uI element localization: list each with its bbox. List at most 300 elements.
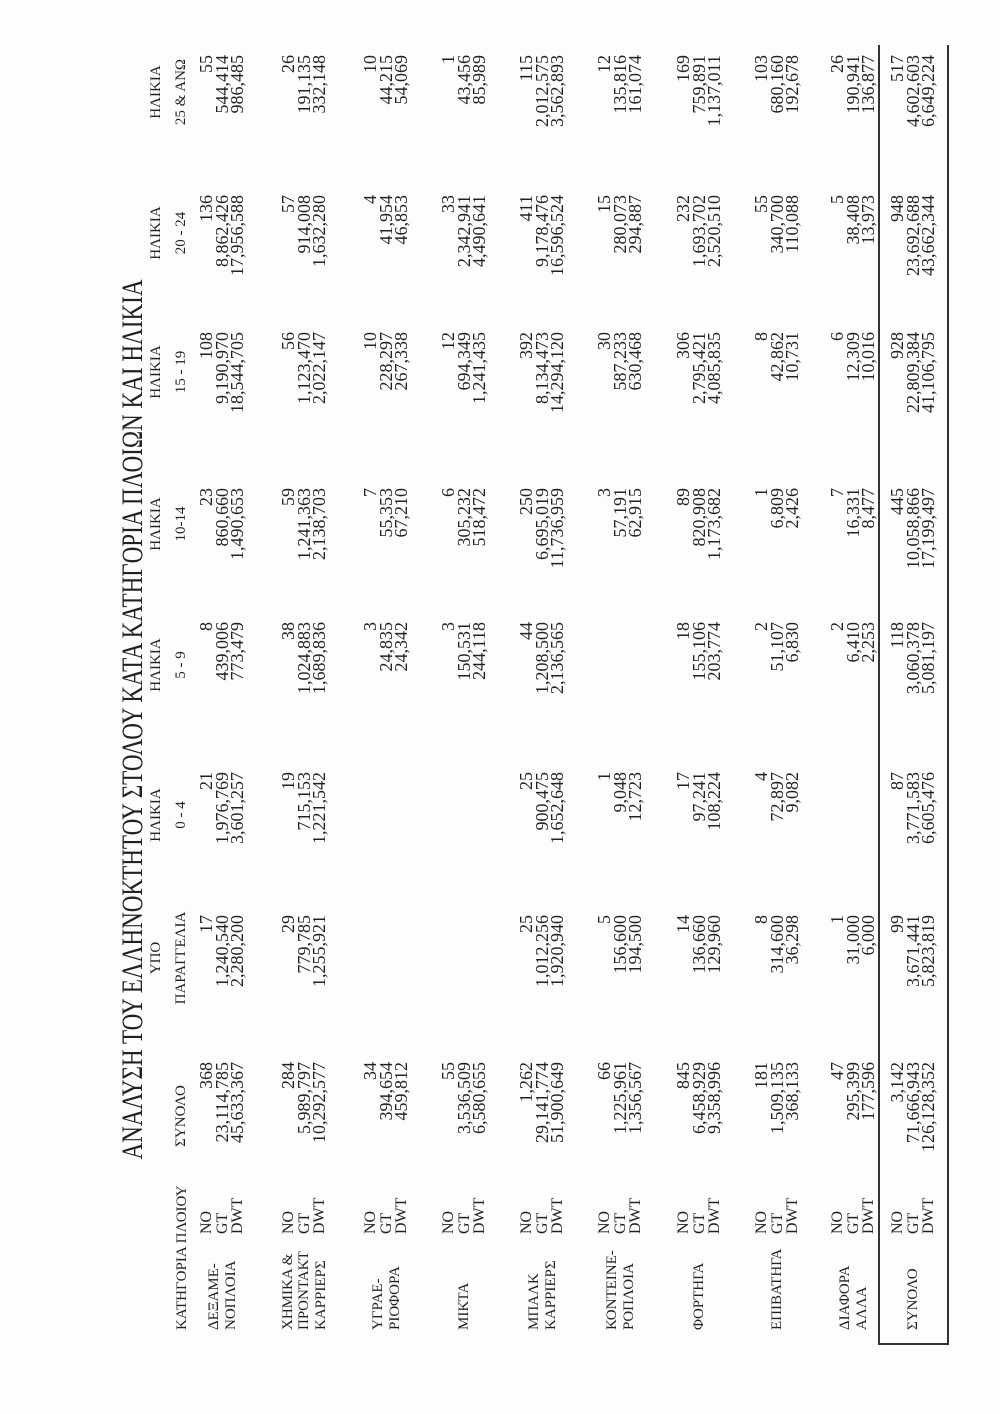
value-cell: 10 (360, 55, 380, 73)
category-label (890, 1268, 937, 1330)
value-cell: 190,941 (842, 55, 863, 114)
category-label-line: ΥΓΡΑΕ- (370, 1278, 386, 1330)
measure-label: NO (889, 1210, 906, 1234)
value-cell: 7 (827, 488, 847, 497)
value-cell: 5,823,819 (918, 915, 939, 987)
value-cell: 2,012,575 (531, 55, 552, 127)
category-label-line: ΦΟΡΤΗΓΑ (691, 1262, 708, 1330)
value-cell: 4 (751, 772, 771, 781)
value-cell: 6,809 (766, 488, 787, 529)
value-cell: 445 (887, 488, 907, 515)
column-header (142, 878, 194, 1038)
value-cell: 41,106,795 (918, 332, 939, 413)
value-cell: 22,809,384 (902, 332, 923, 413)
value-column (887, 772, 939, 912)
value-cell: 267,338 (391, 332, 412, 391)
category-label (597, 1250, 644, 1330)
value-column (887, 622, 939, 762)
measure-column (519, 1198, 566, 1234)
column-header (142, 292, 194, 452)
value-cell: 2,022,147 (309, 332, 330, 404)
value-cell: 439,006 (211, 622, 232, 681)
value-cell: 1,221,542 (309, 772, 330, 844)
value-cell: 3,060,378 (902, 622, 923, 694)
value-column (597, 622, 644, 762)
column-header-line: 15 - 19 (173, 350, 189, 394)
value-cell: 12 (438, 332, 458, 350)
value-column (516, 915, 568, 1055)
value-cell: 9,048 (609, 772, 630, 813)
value-cell: 55 (438, 1062, 458, 1080)
value-cell: 759,891 (688, 55, 709, 114)
category-label (363, 1266, 410, 1330)
value-cell: 1,976,769 (211, 772, 232, 844)
measure-label: NO (518, 1210, 535, 1234)
value-column (887, 1062, 939, 1202)
value-cell (472, 915, 488, 1055)
category-label (676, 1263, 723, 1330)
value-cell: 3,562,893 (547, 55, 568, 127)
value-cell: 87 (887, 772, 907, 790)
value-column (887, 55, 939, 195)
measure-column (441, 1198, 488, 1234)
value-column (594, 915, 646, 1055)
measure-label: GT (768, 1212, 786, 1234)
value-cell: 9,358,996 (704, 1062, 725, 1134)
category-label (199, 1261, 246, 1330)
value-cell: 10,016 (858, 332, 879, 382)
table-row (516, 0, 568, 1414)
value-cell (457, 915, 473, 1055)
column-header-line: ΗΛΙΚΙΑ (148, 788, 164, 842)
value-column (827, 622, 879, 762)
value-column (594, 1062, 646, 1202)
value-cell: 51,900,649 (547, 1062, 568, 1143)
value-cell: 10,731 (782, 332, 803, 382)
value-cell: 38,408 (842, 195, 863, 245)
value-cell (846, 772, 862, 912)
value-cell: 24,835 (375, 622, 396, 672)
value-column (360, 1062, 412, 1202)
value-cell: 6,830 (782, 622, 803, 663)
value-cell: 33 (438, 195, 458, 213)
column-header-line: ΥΠΟ (148, 941, 164, 975)
value-cell: 55 (196, 55, 216, 73)
measure-column (363, 1198, 410, 1234)
measure-label: GT (533, 1212, 551, 1234)
column-header (142, 444, 194, 604)
measure-label: DWT (920, 1197, 938, 1234)
value-cell: 3 (594, 488, 614, 497)
value-cell: 71,666,943 (902, 1062, 923, 1143)
value-cell: 16,596,524 (547, 195, 568, 276)
value-column (360, 55, 412, 195)
value-cell: 1,123,470 (293, 332, 314, 404)
value-cell: 97,241 (688, 772, 709, 822)
value-column (278, 622, 330, 762)
value-column (516, 772, 568, 912)
value-cell: 23,114,785 (211, 1062, 232, 1143)
value-cell: 1 (594, 772, 614, 781)
value-cell: 948 (887, 195, 907, 222)
category-label-line: ΕΠΙΒΑΤΗΓΑ (769, 1248, 786, 1330)
measure-label: NO (829, 1210, 846, 1234)
value-column (827, 488, 879, 628)
value-cell: 1,262 (516, 1062, 536, 1103)
column-header-line: ΗΛΙΚΙΑ (148, 206, 164, 260)
value-column (751, 915, 803, 1055)
value-cell: 5 (594, 915, 614, 924)
value-cell: 34 (360, 1062, 380, 1080)
value-cell: 1,208,500 (531, 622, 552, 694)
value-cell (441, 772, 457, 912)
measure-column (830, 1198, 877, 1234)
value-column (516, 195, 568, 335)
value-column (827, 332, 879, 472)
value-cell: 51,107 (766, 622, 787, 672)
value-cell: 12 (594, 55, 614, 73)
value-cell: 305,232 (453, 488, 474, 547)
value-column (673, 1062, 725, 1202)
value-cell: 126,128,352 (918, 1062, 939, 1152)
value-column (594, 772, 646, 912)
value-column (196, 772, 248, 912)
value-cell: 181 (751, 1062, 771, 1089)
value-column (827, 195, 879, 335)
category-label-line: ΠΡΟΝΤΑΚΤ (296, 1251, 313, 1330)
value-cell: 314,600 (766, 915, 787, 974)
value-cell (363, 915, 379, 1055)
value-cell: 47 (827, 1062, 847, 1080)
value-column (887, 488, 939, 628)
value-column (887, 195, 939, 335)
table-row (673, 0, 725, 1414)
value-cell: 25 (516, 772, 536, 790)
value-cell: 518,472 (469, 488, 490, 547)
value-cell: 3,601,257 (227, 772, 248, 844)
value-cell: 928 (887, 332, 907, 359)
value-cell: 18,544,705 (227, 332, 248, 413)
value-cell: 228,297 (375, 332, 396, 391)
value-cell: 194,500 (625, 915, 646, 974)
value-cell: 280,073 (609, 195, 630, 254)
value-column (441, 915, 488, 1055)
value-column (594, 332, 646, 472)
measure-label: GT (904, 1212, 922, 1234)
value-cell: 17 (196, 915, 216, 933)
value-column (196, 488, 248, 628)
value-cell: 36,298 (782, 915, 803, 965)
value-cell: 2 (827, 622, 847, 631)
value-cell: 779,785 (293, 915, 314, 974)
value-cell: 587,233 (609, 332, 630, 391)
value-cell: 544,414 (211, 55, 232, 114)
value-cell: 332,148 (309, 55, 330, 114)
value-cell: 8,862,426 (211, 195, 232, 267)
value-cell: 6,580,655 (469, 1062, 490, 1134)
value-column (673, 55, 725, 195)
value-cell (394, 772, 410, 912)
value-cell: 3,671,441 (902, 915, 923, 987)
column-header (142, 12, 194, 172)
value-cell (379, 915, 395, 1055)
value-column (830, 772, 877, 912)
value-cell: 1,241,435 (469, 332, 490, 404)
value-column (516, 1062, 568, 1202)
category-label (441, 1283, 488, 1330)
value-cell: 694,349 (453, 332, 474, 391)
value-cell: 284 (278, 1062, 298, 1089)
value-cell: 44 (516, 622, 536, 640)
value-cell: 630,468 (625, 332, 646, 391)
value-cell: 23,692,688 (902, 195, 923, 276)
value-cell: 29,141,774 (531, 1062, 552, 1143)
value-cell: 1,689,836 (309, 622, 330, 694)
value-cell: 6 (438, 488, 458, 497)
measure-label: NO (596, 1210, 613, 1234)
value-cell (363, 772, 379, 912)
column-header (142, 585, 194, 745)
value-column (887, 915, 939, 1055)
value-cell: 1 (827, 915, 847, 924)
column-header-line: ΠΑΡΑΓΓΕΛΙΑ (173, 911, 189, 1005)
value-column (751, 488, 803, 628)
value-column (438, 488, 490, 628)
measure-column (199, 1198, 246, 1234)
measure-column (597, 1198, 644, 1234)
value-column (673, 772, 725, 912)
column-header (142, 1036, 194, 1196)
value-cell: 5,989,797 (293, 1062, 314, 1134)
value-cell: 1,693,702 (688, 195, 709, 267)
value-cell: 55,353 (375, 488, 396, 538)
measure-label: DWT (549, 1197, 567, 1234)
value-cell (457, 772, 473, 912)
value-cell: 203,774 (704, 622, 725, 681)
value-column (196, 332, 248, 472)
value-cell: 150,531 (453, 622, 474, 681)
value-cell: 72,897 (766, 772, 787, 822)
category-label-line: ΡΙΟΦΟΡΑ (386, 1266, 403, 1330)
value-cell: 41,954 (375, 195, 396, 245)
value-cell: 66 (594, 1062, 614, 1080)
value-cell: 1,920,940 (547, 915, 568, 987)
value-cell: 85,989 (469, 55, 490, 105)
column-header-line: ΗΛΙΚΙΑ (148, 345, 164, 399)
value-column (751, 1062, 803, 1202)
column-header-line: ΗΛΙΚΙΑ (148, 65, 164, 119)
value-cell: 23 (196, 488, 216, 506)
value-column (278, 488, 330, 628)
category-label-line: ΜΙΚΤΑ (456, 1282, 473, 1330)
value-cell: 715,153 (293, 772, 314, 831)
value-cell: 15 (594, 195, 614, 213)
value-cell: 9,178,476 (531, 195, 552, 267)
value-cell: 191,135 (293, 55, 314, 114)
value-column (360, 195, 412, 335)
value-cell: 13,973 (858, 195, 879, 245)
value-column (363, 915, 410, 1055)
value-cell: 845 (673, 1062, 693, 1089)
value-cell: 986,485 (227, 55, 248, 114)
measure-label: DWT (706, 1197, 724, 1234)
value-column (196, 55, 248, 195)
value-cell: 10 (360, 332, 380, 350)
value-cell: 21 (196, 772, 216, 790)
table-row (438, 0, 490, 1414)
value-cell: 14 (673, 915, 693, 933)
value-cell: 2,342,941 (453, 195, 474, 267)
value-cell: 294,887 (625, 195, 646, 254)
value-column (196, 622, 248, 762)
measure-label: DWT (471, 1197, 489, 1234)
value-cell: 14,294,120 (547, 332, 568, 413)
value-cell (472, 772, 488, 912)
value-cell: 9,082 (782, 772, 803, 813)
value-cell: 3,142 (887, 1062, 907, 1103)
value-column (278, 195, 330, 335)
category-header: ΚΑΤΗΓΟΡΙΑ ΠΛΟΙΟΥ (174, 1185, 190, 1330)
measure-label: GT (844, 1212, 862, 1234)
measure-column (890, 1198, 937, 1234)
value-cell: 4,085,835 (704, 332, 725, 404)
column-header-line: 20 - 24 (173, 211, 189, 255)
value-cell: 129,960 (704, 915, 725, 974)
value-cell: 42,862 (766, 332, 787, 382)
value-cell: 44,215 (375, 55, 396, 105)
value-cell: 4,490,641 (469, 195, 490, 267)
value-cell: 29 (278, 915, 298, 933)
value-cell: 17 (673, 772, 693, 790)
value-cell: 914,008 (293, 195, 314, 254)
value-cell: 392 (516, 332, 536, 359)
value-cell: 2,520,510 (704, 195, 725, 267)
value-cell: 11,736,959 (547, 488, 568, 569)
value-cell: 59 (278, 488, 298, 506)
value-cell: 820,908 (688, 488, 709, 547)
column-header-line: 25 & ΑΝΩ (173, 58, 189, 126)
value-cell: 62,915 (625, 488, 646, 538)
value-column (438, 195, 490, 335)
measure-label: GT (611, 1212, 629, 1234)
value-cell: 1,356,567 (625, 1062, 646, 1134)
value-cell: 10,058,866 (902, 488, 923, 569)
value-cell: 4 (360, 195, 380, 204)
value-column (438, 332, 490, 472)
value-cell: 156,600 (609, 915, 630, 974)
category-label-line: ΚΟΝΤΕΙΝΕ- (604, 1250, 620, 1330)
category-label-line: ΔΙΑΦΟΡΑ (837, 1265, 853, 1330)
measure-label: NO (362, 1210, 379, 1234)
value-cell: 57,191 (609, 488, 630, 538)
value-column (751, 195, 803, 335)
table-title: ΑΝΑΛΥΣΗ ΤΟΥ ΕΛΛΗΝΟΚΤΗΤΟΥ ΣΤΟΛΟΥ ΚΑΤΑ ΚΑΤΗΓΟΡΙΑ ΠΛΟΙΩΝ ΚΑΙ ΗΛΙΚΙΑ (116, 279, 149, 1160)
value-cell: 155,106 (688, 622, 709, 681)
value-cell: 1,490,653 (227, 488, 248, 560)
value-cell: 8,477 (858, 488, 879, 529)
value-cell: 17,199,497 (918, 488, 939, 569)
value-column (887, 332, 939, 472)
value-cell: 1,225,961 (609, 1062, 630, 1134)
value-cell: 295,399 (842, 1062, 863, 1121)
total-top-rule (878, 45, 880, 1345)
value-cell: 118 (887, 622, 907, 649)
value-column (673, 622, 725, 762)
value-cell: 10,292,577 (309, 1062, 330, 1143)
category-label (519, 1260, 566, 1330)
value-column (751, 332, 803, 472)
value-cell: 31,000 (842, 915, 863, 965)
value-cell: 250 (516, 488, 536, 515)
value-cell: 900,475 (531, 772, 552, 831)
value-column (360, 622, 412, 762)
category-label (830, 1266, 877, 1330)
value-column (360, 332, 412, 472)
value-cell: 2,426 (782, 488, 803, 529)
value-cell: 1,509,135 (766, 1062, 787, 1134)
value-cell: 1,241,363 (293, 488, 314, 560)
value-cell: 8 (751, 332, 771, 341)
value-cell: 1,137,011 (704, 55, 725, 127)
measure-label: DWT (860, 1197, 878, 1234)
column-header-line: 5 - 9 (173, 651, 189, 679)
value-cell: 43,662,344 (918, 195, 939, 276)
value-cell: 108,224 (704, 772, 725, 831)
value-cell: 26 (278, 55, 298, 73)
value-column (196, 915, 248, 1055)
value-column (278, 915, 330, 1055)
category-label (754, 1249, 801, 1330)
table-row (751, 0, 803, 1414)
value-column (516, 332, 568, 472)
value-cell: 8 (196, 622, 216, 631)
value-cell: 517 (887, 55, 907, 82)
value-cell: 24,342 (391, 622, 412, 672)
value-cell: 103 (751, 55, 771, 82)
value-column (827, 55, 879, 195)
value-cell (394, 915, 410, 1055)
value-cell: 57 (278, 195, 298, 213)
value-cell: 3 (360, 622, 380, 631)
value-column (594, 55, 646, 195)
value-cell (597, 622, 613, 762)
total-row (887, 0, 939, 1414)
value-cell: 6 (827, 332, 847, 341)
measure-label: GT (690, 1212, 708, 1234)
value-column (363, 772, 410, 912)
value-column (594, 488, 646, 628)
value-cell (830, 772, 846, 912)
value-cell: 8 (751, 915, 771, 924)
value-column (751, 772, 803, 912)
value-column (278, 55, 330, 195)
category-label-line: ΚΑΡΡΙΕΡΣ (312, 1260, 329, 1330)
measure-label: NO (280, 1210, 297, 1234)
value-cell: 115 (516, 55, 536, 82)
value-cell: 1,255,921 (309, 915, 330, 987)
value-cell: 108 (196, 332, 216, 359)
column-header-line: ΗΛΙΚΙΑ (148, 638, 164, 692)
value-cell: 46,853 (391, 195, 412, 245)
measure-label: DWT (627, 1197, 645, 1234)
value-cell: 9,190,970 (211, 332, 232, 404)
value-cell: 56 (278, 332, 298, 350)
value-column (516, 488, 568, 628)
value-column (278, 1062, 330, 1202)
value-cell: 411 (516, 195, 536, 222)
value-cell: 192,678 (782, 55, 803, 114)
measure-label: DWT (311, 1197, 329, 1234)
